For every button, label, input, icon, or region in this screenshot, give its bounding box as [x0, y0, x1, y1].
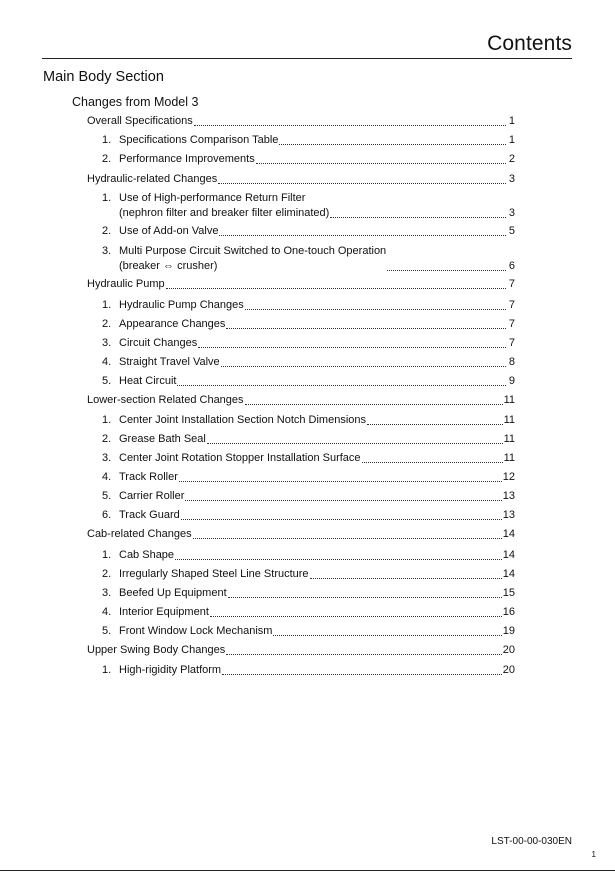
- dot-leader: [367, 424, 503, 425]
- toc-entry[interactable]: [102, 244, 515, 274]
- toc-entry-page: 11: [503, 433, 515, 445]
- toc-entry-page: 20: [502, 664, 515, 676]
- toc-entry[interactable]: [102, 451, 515, 466]
- dot-leader: [362, 462, 503, 463]
- toc-entry[interactable]: [102, 470, 515, 485]
- toc-entry[interactable]: [87, 277, 515, 292]
- toc-entry-number: 6.: [102, 509, 112, 521]
- toc-entry-page: 12: [502, 471, 515, 483]
- toc-entry-title: Beefed Up Equipment: [119, 587, 227, 599]
- toc-entry-page: 9: [508, 375, 515, 387]
- dot-leader: [219, 235, 506, 236]
- toc-entry-title: Carrier Roller: [119, 490, 185, 502]
- toc-entry-title: Straight Travel Valve: [119, 356, 220, 368]
- toc-entry-number: 1.: [102, 299, 112, 311]
- dot-leader: [330, 217, 506, 218]
- toc-entry-page: 15: [502, 587, 515, 599]
- toc-entry-page: 7: [508, 337, 515, 349]
- toc-entry[interactable]: [102, 298, 515, 313]
- toc-entry-title: Center Joint Rotation Stopper Installation Surface: [119, 452, 361, 464]
- toc-entry-page: 5: [508, 225, 515, 237]
- toc-entry[interactable]: [102, 224, 515, 239]
- subsection-heading: Changes from Model 3: [72, 95, 199, 109]
- toc-entry-page: 8: [508, 356, 515, 368]
- toc-entry-title: Track Guard: [119, 509, 180, 521]
- toc-entry-title-line2: (breaker ⇔ crusher): [119, 260, 218, 272]
- toc-entry-number: 2.: [102, 153, 112, 165]
- page-number: 1: [591, 850, 596, 859]
- toc-entry-page: 14: [502, 549, 515, 561]
- dot-leader: [310, 578, 502, 579]
- toc-entry[interactable]: [102, 152, 515, 167]
- toc-entry-page: 1: [508, 115, 515, 127]
- toc-entry-page: 13: [502, 509, 515, 521]
- dot-leader: [198, 347, 506, 348]
- toc-entry-title: Cab-related Changes: [87, 528, 192, 540]
- toc-entry-number: 4.: [102, 356, 112, 368]
- toc-entry-number: 1.: [102, 134, 112, 146]
- toc-entry-title: Hydraulic Pump Changes: [119, 299, 244, 311]
- toc-entry-number: 5.: [102, 625, 112, 637]
- toc-entry[interactable]: [102, 432, 515, 447]
- toc-entry-number: 4.: [102, 606, 112, 618]
- toc-entry-page: 3: [508, 207, 515, 219]
- toc-entry-title: Performance Improvements: [119, 153, 255, 165]
- toc-entry-title: Circuit Changes: [119, 337, 198, 349]
- toc-entry-page: 1: [508, 134, 515, 146]
- toc-entry-title: [119, 244, 386, 274]
- dot-leader: [387, 270, 506, 271]
- toc-entry-page: 3: [508, 173, 515, 185]
- toc-entry[interactable]: [102, 586, 515, 601]
- bottom-divider: [0, 870, 615, 871]
- toc-entry-number: 3.: [102, 337, 112, 349]
- toc-entry[interactable]: [87, 114, 515, 129]
- toc-entry-page: 19: [502, 625, 515, 637]
- toc-entry[interactable]: [102, 374, 515, 389]
- toc-entry-title-line1: Use of High-performance Return Filter: [119, 192, 306, 204]
- toc-entry-title: Hydraulic-related Changes: [87, 173, 218, 185]
- toc-entry-number: 5.: [102, 490, 112, 502]
- toc-entry-number: 4.: [102, 471, 112, 483]
- toc-entry-number: 1.: [102, 664, 112, 676]
- toc-entry[interactable]: [102, 663, 515, 678]
- toc-entry-number: 3.: [102, 245, 112, 257]
- toc-entry[interactable]: [102, 508, 515, 523]
- dot-leader: [193, 538, 502, 539]
- dot-leader: [226, 328, 506, 329]
- toc-entry-title: High-rigidity Platform: [119, 664, 222, 676]
- title-divider: [42, 58, 572, 59]
- toc-entry[interactable]: [102, 489, 515, 504]
- dot-leader: [245, 404, 503, 405]
- dot-leader: [228, 597, 502, 598]
- dot-leader: [177, 385, 506, 386]
- toc-entry-title: Interior Equipment: [119, 606, 209, 618]
- toc-entry-title: Heat Circuit: [119, 375, 177, 387]
- toc-entry-number: 3.: [102, 452, 112, 464]
- toc-entry-title: Overall Specifications: [87, 115, 193, 127]
- dot-leader: [181, 519, 502, 520]
- toc-entry-page: 11: [503, 414, 515, 426]
- toc-entry-page: 7: [508, 278, 515, 290]
- toc-entry-title: Lower-section Related Changes: [87, 394, 244, 406]
- dot-leader: [273, 635, 501, 636]
- dot-leader: [245, 309, 506, 310]
- toc-entry[interactable]: [102, 413, 515, 428]
- dot-leader: [175, 559, 502, 560]
- toc-entry[interactable]: [102, 133, 515, 148]
- toc-entry[interactable]: [102, 605, 515, 620]
- toc-entry-page: 6: [508, 260, 515, 272]
- toc-entry[interactable]: [102, 624, 515, 639]
- toc-entry-page: 14: [502, 528, 515, 540]
- dot-leader: [194, 125, 506, 126]
- toc-entry-number: 1.: [102, 549, 112, 561]
- toc-entry-title: Front Window Lock Mechanism: [119, 625, 273, 637]
- toc-entry-title: Specifications Comparison Table: [119, 134, 279, 146]
- toc-entry[interactable]: [102, 355, 515, 370]
- toc-entry-number: 3.: [102, 587, 112, 599]
- dot-leader: [226, 654, 502, 655]
- toc-entry-title: Center Joint Installation Section Notch Dimensions: [119, 414, 367, 426]
- toc-entry[interactable]: [87, 393, 515, 408]
- toc-entry-title: Upper Swing Body Changes: [87, 644, 226, 656]
- toc-entry-title: Irregularly Shaped Steel Line Structure: [119, 568, 309, 580]
- toc-entry-number: 2.: [102, 318, 112, 330]
- toc-entry-page: 16: [502, 606, 515, 618]
- dot-leader: [210, 616, 502, 617]
- toc-entry-title: [119, 191, 329, 221]
- toc-entry[interactable]: [87, 527, 515, 542]
- toc-entry-page: 2: [508, 153, 515, 165]
- toc-entry-page: 11: [503, 394, 515, 406]
- page-title: Contents: [487, 32, 572, 55]
- toc-entry-page: 11: [503, 452, 515, 464]
- toc-entry-title: Cab Shape: [119, 549, 175, 561]
- toc-entry-number: 1.: [102, 192, 112, 204]
- dot-leader: [185, 500, 501, 501]
- toc-entry-page: 7: [508, 318, 515, 330]
- toc-entry-page: 7: [508, 299, 515, 311]
- toc-entry-number: 5.: [102, 375, 112, 387]
- dot-leader: [222, 674, 502, 675]
- toc-entry-number: 2.: [102, 568, 112, 580]
- toc-entry[interactable]: [102, 191, 515, 221]
- dot-leader: [256, 163, 506, 164]
- section-heading: Main Body Section: [43, 69, 164, 85]
- toc-entry[interactable]: [102, 317, 515, 332]
- toc-entry[interactable]: [102, 567, 515, 582]
- toc-entry-page: 14: [502, 568, 515, 580]
- toc-entry-number: 2.: [102, 225, 112, 237]
- toc-entry[interactable]: [87, 643, 515, 658]
- toc-entry[interactable]: [102, 548, 515, 563]
- document-code: LST-00-00-030EN: [491, 836, 572, 847]
- toc-entry-title: Use of Add-on Valve: [119, 225, 219, 237]
- dot-leader: [279, 144, 506, 145]
- dot-leader: [166, 288, 506, 289]
- toc-entry-title: Grease Bath Seal: [119, 433, 206, 445]
- dot-leader: [221, 366, 506, 367]
- toc-entry-page: 13: [502, 490, 515, 502]
- dot-leader: [218, 183, 506, 184]
- toc-entry-title: Track Roller: [119, 471, 178, 483]
- dot-leader: [207, 443, 503, 444]
- toc-entry-title: Appearance Changes: [119, 318, 226, 330]
- toc-entry-number: 2.: [102, 433, 112, 445]
- toc-entry[interactable]: [87, 172, 515, 187]
- toc-entry-title-line2: (nephron filter and breaker filter eliminated): [119, 207, 330, 219]
- toc-entry-title-line1: Multi Purpose Circuit Switched to One-touch Operation: [119, 245, 387, 257]
- toc-entry-page: 20: [502, 644, 515, 656]
- toc-entry[interactable]: [102, 336, 515, 351]
- toc-entry-number: 1.: [102, 414, 112, 426]
- toc-entry-title: Hydraulic Pump: [87, 278, 165, 290]
- dot-leader: [179, 481, 502, 482]
